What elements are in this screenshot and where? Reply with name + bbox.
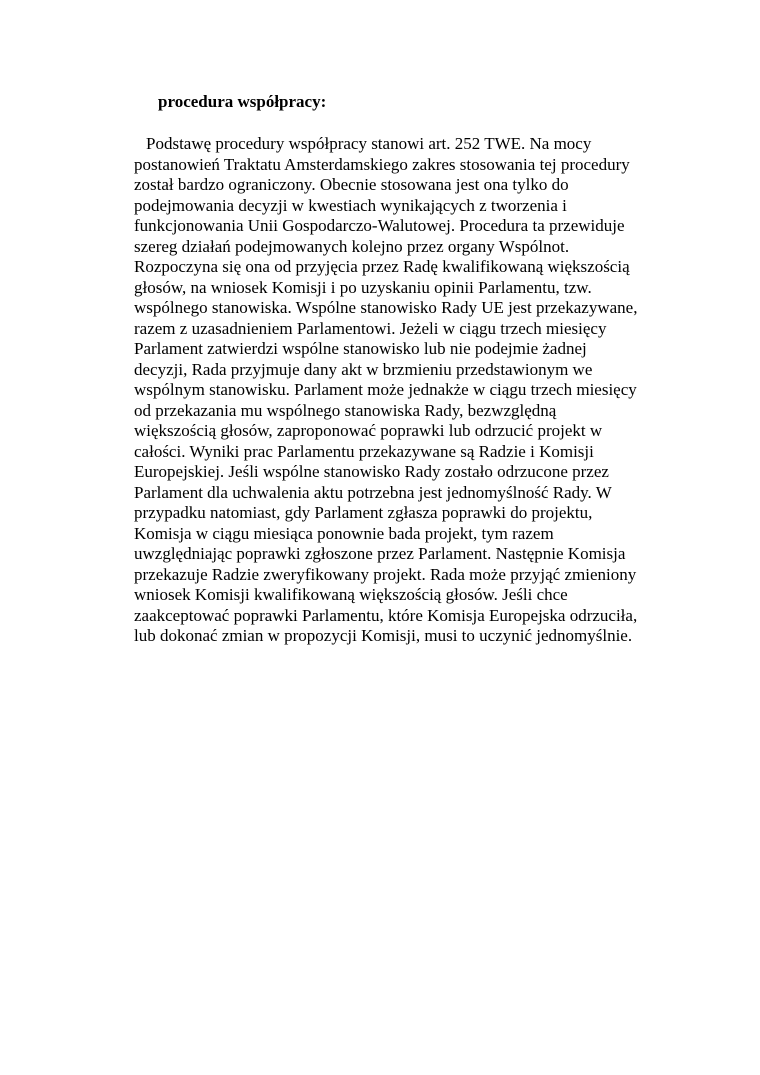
paragraph-line: przekazuje Radzie zweryfikowany projekt. Rada może przyjąć zmieniony: [134, 564, 637, 584]
paragraph-line: Europejskiej. Jeśli wspólne stanowisko Rady zostało odrzucone przez: [134, 462, 609, 481]
section-heading: procedura współpracy:: [158, 92, 327, 111]
paragraph-line: decyzji, Rada przyjmuje dany akt w brzmieniu przedstawionym we: [134, 359, 593, 379]
paragraph-line: został bardzo ograniczony. Obecnie stosowana jest ona tylko do: [134, 175, 569, 194]
paragraph-line: postanowień Traktatu Amsterdamskiego zakres stosowania tej procedury: [134, 154, 630, 174]
paragraph-line: Komisja w ciągu miesiąca ponownie bada projekt, tym razem: [134, 523, 554, 543]
paragraph-line: zaakceptować poprawki Parlamentu, które Komisja Europejska odrzuciła,: [134, 605, 638, 625]
paragraph-line: podejmowania decyzji w kwestiach wynikających z tworzenia i: [134, 195, 567, 215]
paragraph-line: wspólnego stanowiska. Wspólne stanowisko Rady UE jest przekazywane,: [134, 298, 638, 317]
paragraph-line: Parlament zatwierdzi wspólne stanowisko lub nie podejmie żadnej: [134, 339, 587, 358]
paragraph-line: od przekazania mu wspólnego stanowiska Rady, bezwzględną: [134, 400, 557, 420]
paragraph-line: razem z uzasadnieniem Parlamentowi. Jeżeli w ciągu trzech miesięcy: [134, 318, 607, 338]
paragraph-line: głosów, na wniosek Komisji i po uzyskaniu opinii Parlamentu, tzw.: [134, 277, 592, 297]
paragraph-line: wspólnym stanowisku. Parlament może jednakże w ciągu trzech miesięcy: [134, 380, 637, 399]
body-paragraph: [134, 134, 674, 647]
paragraph-line: całości. Wyniki prac Parlamentu przekazywane są Radzie i Komisji: [134, 441, 594, 461]
paragraph-line: Rozpoczyna się ona od przyjęcia przez Radę kwalifikowaną większością: [134, 257, 630, 276]
paragraph-line: Podstawę procedury współpracy stanowi art. 252 TWE. Na mocy: [146, 134, 592, 153]
paragraph-line: uwzględniając poprawki zgłoszone przez Parlament. Następnie Komisja: [134, 544, 626, 563]
paragraph-line: szereg działań podejmowanych kolejno przez organy Wspólnot.: [134, 236, 570, 256]
paragraph-line: przypadku natomiast, gdy Parlament zgłasza poprawki do projektu,: [134, 503, 593, 522]
paragraph-line: Parlament dla uchwalenia aktu potrzebna jest jednomyślność Rady. W: [134, 482, 612, 502]
paragraph-line: funkcjonowania Unii Gospodarczo-Walutowej. Procedura ta przewiduje: [134, 216, 625, 235]
paragraph-line: wniosek Komisji kwalifikowaną większością głosów. Jeśli chce: [134, 585, 568, 604]
paragraph-line: lub dokonać zmian w propozycji Komisji, musi to uczynić jednomyślnie.: [134, 626, 633, 645]
paragraph-line: większością głosów, zaproponować poprawki lub odrzucić projekt w: [134, 421, 603, 440]
